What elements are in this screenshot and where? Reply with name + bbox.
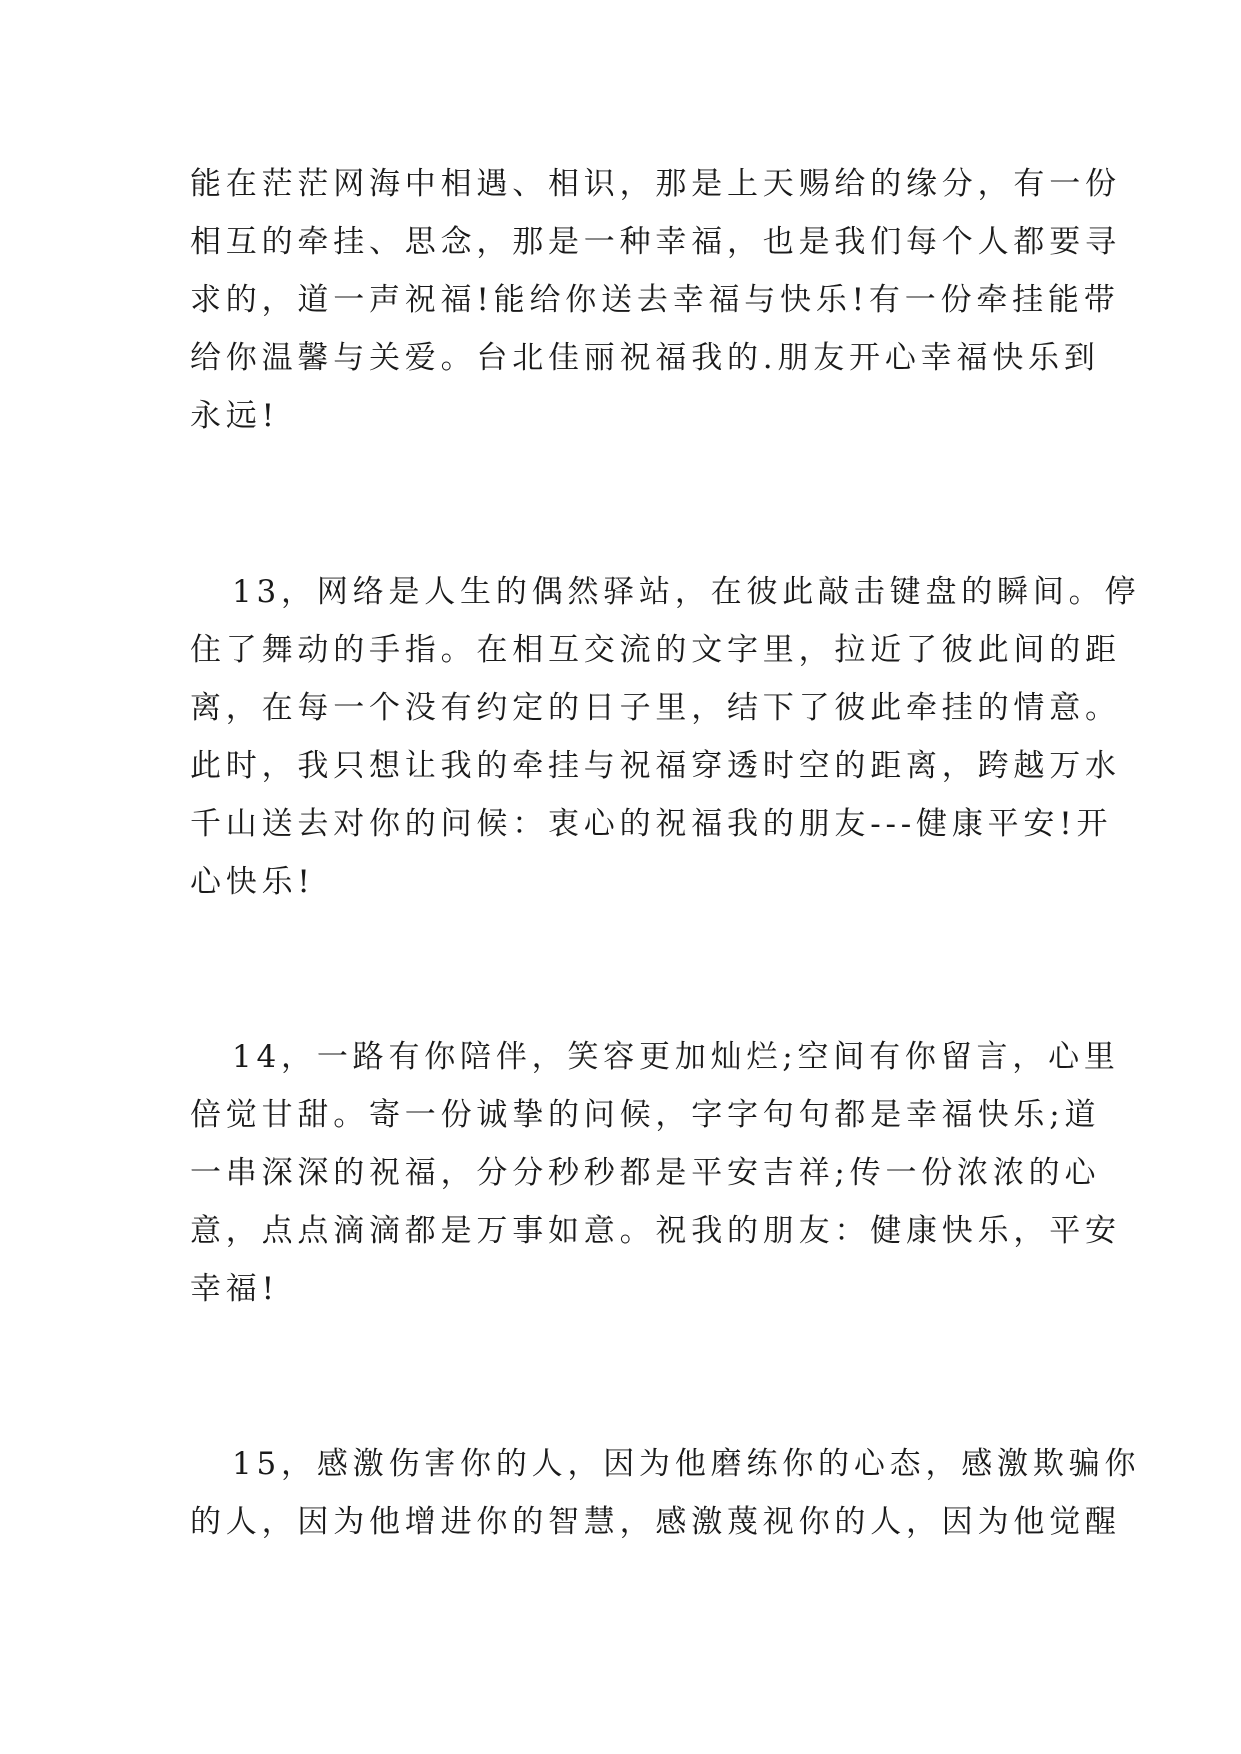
paragraph-1-line-2: 相互的牵挂、思念，那是一种幸福，也是我们每个人都要寻 [190, 224, 1121, 260]
paragraph-13-line-6: 心快乐! [190, 864, 315, 900]
paragraph-14-line-1: 14，一路有你陪伴，笑容更加灿烂;空间有你留言，心里 [232, 1039, 1120, 1075]
paragraph-1-line-3: 求的，道一声祝福!能给你送去幸福与快乐!有一份牵挂能带 [190, 282, 1120, 318]
paragraph-13-line-3: 离，在每一个没有约定的日子里，结下了彼此牵挂的情意。 [190, 690, 1121, 726]
paragraph-15-line-1: 15，感激伤害你的人，因为他磨练你的心态，感激欺骗你 [232, 1446, 1141, 1482]
paragraph-1-line-4: 给你温馨与关爱。台北佳丽祝福我的.朋友开心幸福快乐到 [190, 340, 1100, 376]
paragraph-13-line-2: 住了舞动的手指。在相互交流的文字里，拉近了彼此间的距 [190, 632, 1121, 668]
paragraph-14-line-2: 倍觉甘甜。寄一份诚挚的问候，字字句句都是幸福快乐;道 [190, 1097, 1101, 1133]
paragraph-1-line-5: 永远! [190, 398, 279, 434]
paragraph-13-line-5: 千山送去对你的问候：衷心的祝福我的朋友---健康平安!开 [190, 806, 1113, 842]
paragraph-14-line-3: 一串深深的祝福，分分秒秒都是平安吉祥;传一份浓浓的心 [190, 1155, 1101, 1191]
paragraph-1-line-1: 能在茫茫网海中相遇、相识，那是上天赐给的缘分，有一份 [190, 166, 1121, 202]
paragraph-14-line-5: 幸福! [190, 1271, 279, 1307]
paragraph-13-line-1: 13，网络是人生的偶然驿站，在彼此敲击键盘的瞬间。停 [232, 574, 1141, 610]
paragraph-13-line-4: 此时，我只想让我的牵挂与祝福穿透时空的距离，跨越万水 [190, 748, 1121, 784]
paragraph-14-line-4: 意，点点滴滴都是万事如意。祝我的朋友：健康快乐，平安 [190, 1213, 1121, 1249]
paragraph-15-line-2: 的人，因为他增进你的智慧，感激蔑视你的人，因为他觉醒 [190, 1504, 1121, 1540]
